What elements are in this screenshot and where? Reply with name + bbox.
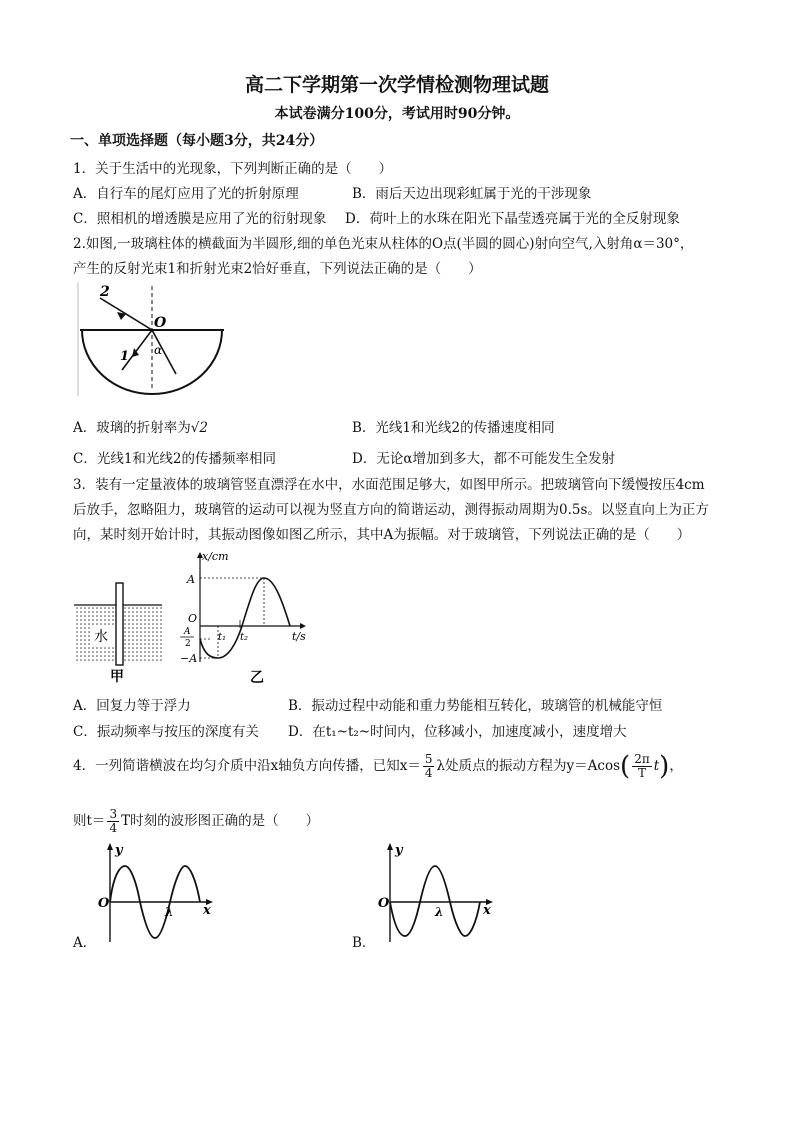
- q2-option-d: D．无论α增加到多大，都不可能发生全发射: [352, 451, 615, 467]
- q3-option-d: D．在t₁~t₂~时间内，位移减小，加速度减小，速度增大: [288, 724, 627, 740]
- amplitude-label: A: [187, 573, 195, 586]
- q3-stem-line3: 向，某时刻开始计时，其振动图像如图乙所示，其中A为振幅。对于玻璃管，下列说法正确的是（ ）: [73, 527, 691, 543]
- q4-stem-line1: 4．一列简谐横波在均匀介质中沿x轴负方向传播，已知x＝ $\frac{5}{4}$ λ处质点的振动方程为y＝Acos( $\frac{2\pi}{T}$ t)，: [73, 751, 683, 782]
- q4-stem-line2: 则t＝ $\frac{3}{4}$ T时刻的波形图正确的是（ ）: [73, 807, 320, 835]
- sqrt-two: √2: [190, 420, 208, 436]
- q2-stem-line1: 2.如图,一玻璃柱体的横截面为半圆形,细的单色光束从柱体的O点(半圆的圆心)射向空气,入射角α＝30°，: [73, 236, 694, 252]
- lambda-label: λ: [435, 905, 444, 919]
- t1-label: t₁: [218, 632, 227, 643]
- q3-option-a: A．回复力等于浮力: [73, 698, 191, 714]
- wave-curve: [390, 866, 480, 936]
- fraction-2pi-t: $\frac{2\pi}{T}$: [634, 752, 650, 780]
- y-label: y: [115, 843, 123, 858]
- q1-option-c: C．照相机的增透膜是应用了光的衍射现象: [73, 211, 327, 227]
- q3-vibration-graph: [174, 548, 314, 686]
- center-o-label: O: [154, 315, 167, 331]
- y-axis-label: x/cm: [202, 550, 229, 563]
- x-label: x: [483, 903, 491, 918]
- exam-subtitle: 本试卷满分100分，考试用时90分钟。: [274, 106, 520, 122]
- figure-jia-caption: 甲: [110, 669, 124, 685]
- vibration-curve: [200, 578, 290, 658]
- q2-option-c: C．光线1和光线2的传播频率相同: [73, 451, 277, 467]
- q3-option-b: B．振动过程中动能和重力势能相互转化，玻璃管的机械能守恒: [288, 698, 663, 714]
- q3-option-c: C．振动频率与按压的深度有关: [73, 724, 259, 740]
- q4-option-b-label: B．: [352, 935, 376, 951]
- x-axis-label: t/s: [292, 630, 306, 643]
- q1-option-b: B．雨后天边出现彩虹属于光的干涉现象: [352, 186, 592, 202]
- y-label: y: [395, 843, 403, 858]
- q3-tube-figure: [72, 575, 168, 685]
- glass-tube: [116, 583, 123, 665]
- fraction-3-4: $\frac{3}{4}$: [109, 807, 118, 835]
- q3-stem-line2: 后放手，忽略阻力，玻璃管的运动可以视为竖直方向的简谐运动，测得振动周期为0.5s。以竖直向上为正方: [73, 502, 709, 518]
- neg-amplitude-label: −A: [180, 652, 198, 665]
- q2-option-a: A．玻璃的折射率为√2: [73, 420, 208, 436]
- q1-option-d: D．荷叶上的水珠在阳光下晶莹透亮属于光的全反射现象: [345, 211, 680, 227]
- ray-2-label: 2: [100, 284, 110, 300]
- water-label: 水: [94, 629, 108, 645]
- y-axis-arrow: [107, 843, 113, 850]
- q2-stem-line2: 产生的反射光束1和折射光束2恰好垂直，下列说法正确的是（ ）: [73, 261, 482, 277]
- q1-stem: 1．关于生活中的光现象，下列判断正确的是（ ）: [73, 161, 393, 177]
- q1-option-a: A．自行车的尾灯应用了光的折射原理: [73, 186, 299, 202]
- figure-yi-caption: 乙: [250, 670, 264, 686]
- q4-option-b-waveform: [375, 840, 500, 945]
- origin-label: O: [378, 896, 390, 911]
- alpha-label: α: [154, 343, 163, 357]
- origin-label: O: [188, 612, 198, 625]
- x-axis-arrow: [300, 623, 306, 629]
- section-heading: 一、单项选择题（每小题3分，共24分）: [70, 133, 324, 149]
- fraction-5-4: $\frac{5}{4}$: [424, 752, 433, 780]
- q4-option-a-waveform: [95, 840, 220, 945]
- half-a-denominator: 2: [185, 639, 191, 649]
- half-a-numerator: A: [184, 627, 191, 637]
- x-label: x: [203, 903, 211, 918]
- exam-title: 高二下学期第一次学情检测物理试题: [244, 74, 549, 96]
- lambda-label: λ: [165, 905, 174, 919]
- ray-1-label: 1: [120, 349, 130, 364]
- y-axis-arrow: [387, 843, 393, 850]
- t2-label: t₂: [240, 632, 249, 643]
- q3-stem-line1: 3．装有一定量液体的玻璃管竖直漂浮在水中，水面范围足够大，如图甲所示。把玻璃管向下缓慢按压4cm: [73, 477, 705, 493]
- q4-option-a-label: A．: [73, 935, 97, 951]
- origin-label: O: [98, 896, 110, 911]
- q2-option-b: B．光线1和光线2的传播速度相同: [352, 420, 555, 436]
- q2-semicircle-figure: [70, 278, 230, 402]
